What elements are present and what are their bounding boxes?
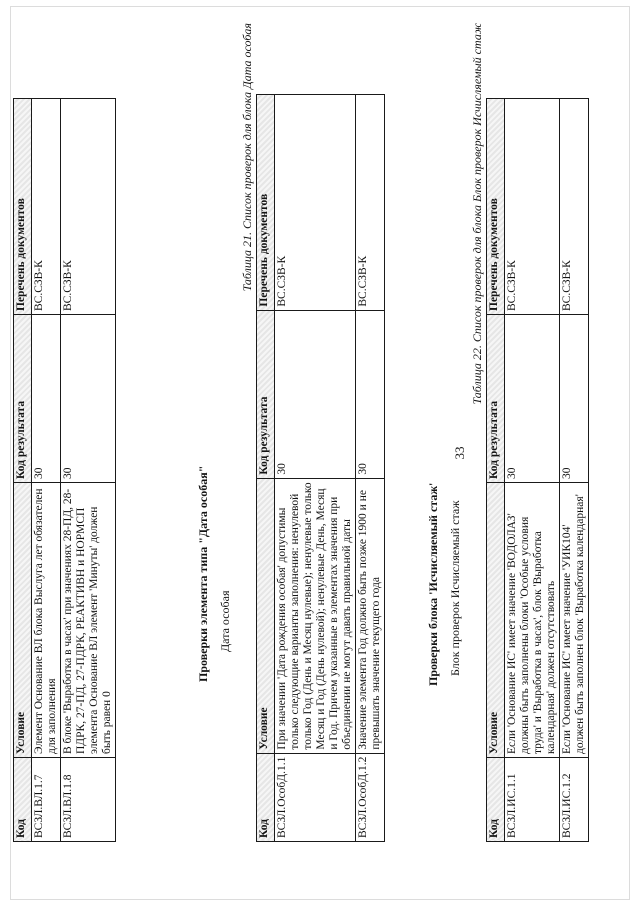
table-date-special [256, 94, 385, 842]
header-documents: Перечень документов [487, 99, 505, 315]
cell-code: ВСЗЛ.ИС.1.2 [560, 758, 589, 842]
table-row [560, 99, 589, 842]
table-row [356, 94, 385, 841]
table-header-row [14, 99, 32, 842]
section-subheading-calc: Блок проверок Исчисляемый стаж [448, 500, 462, 676]
header-result-code: Код результата [14, 315, 32, 483]
cell-result: 30 [505, 315, 560, 483]
header-condition: Условие [487, 483, 505, 758]
table-row [61, 99, 116, 842]
section-heading-date: Проверки элемента типа "Дата особая" [196, 465, 210, 682]
header-code: Код [14, 758, 32, 842]
table-row [505, 99, 560, 842]
header-condition: Условие [257, 478, 275, 753]
cell-result: 30 [32, 315, 61, 483]
table-top [13, 98, 116, 842]
header-condition: Условие [14, 483, 32, 758]
header-result-code: Код результата [487, 315, 505, 483]
table-calc-experience [486, 98, 589, 842]
header-documents: Перечень документов [257, 94, 275, 310]
cell-condition: Если 'Основание ИС' имеет значение 'УИК104' должен быть заполнен блок 'Выработка календарная' [560, 483, 589, 758]
cell-docs: ВС.СЗВ-К [275, 94, 356, 310]
header-code: Код [257, 753, 275, 841]
table-caption-21: Таблица 21. Список проверок для блока Дата особая [240, 23, 254, 292]
section-heading-calc: Проверки блока 'Исчисляемый стаж' [426, 482, 440, 686]
cell-code: ВСЗЛ.ОсобД.1.2 [356, 753, 385, 841]
cell-condition: При значении 'Дата рождения особая' допустимы только следующие варианты заполнения: ненулевой только Год (День и Месяц нулевые); ненулевые только Месяц и Год (День нулевой); ненулевые День, Месяц и Год. Причем указанные в элементах значения при объединении не могут давать правильной даты [275, 478, 356, 753]
cell-code: ВСЗЛ.ИС.1.1 [505, 758, 560, 842]
cell-code: ВСЗЛ.ОсобД.1.1 [275, 753, 356, 841]
header-code: Код [487, 758, 505, 842]
page-number: 33 [452, 446, 467, 460]
rotated-page [8, 8, 634, 898]
table-header-row [487, 99, 505, 842]
header-documents: Перечень документов [14, 99, 32, 315]
cell-docs: ВС.СЗВ-К [560, 99, 589, 315]
cell-result: 30 [61, 315, 116, 483]
table-caption-22: Таблица 22. Список проверок для блока Блок проверок Исчисляемый стаж [470, 23, 484, 405]
cell-condition: Элемент Основание ВЛ блока Выслуга лет обязателен для заполнения [32, 483, 61, 758]
header-result-code: Код результата [257, 310, 275, 478]
cell-condition: В блоке 'Выработка в часах' при значениях 28-ПД, 28-ПДРК, 27-ПД, 27-ПДРК, РЕАКТИВН и НОРМСП элемента Основание ВЛ элемент 'Минуты' должен быть равен 0 [61, 483, 116, 758]
cell-result: 30 [356, 310, 385, 478]
table-row [275, 94, 356, 841]
table-header-row [257, 94, 275, 841]
section-subheading-date: Дата особая [218, 590, 232, 652]
cell-code: ВСЗЛ.ВЛ.1.7 [32, 758, 61, 842]
cell-result: 30 [275, 310, 356, 478]
cell-docs: ВС.СЗВ-К [505, 99, 560, 315]
cell-condition: Если 'Основание ИС' имеет значение 'ВОДОЛАЗ' должны быть заполнены блоки 'Особые условия труда' и 'Выработка в часах', блок 'Выработка календарная' должен отсутствовать [505, 483, 560, 758]
cell-condition: Значение элемента Год должно быть позже 1900 и не превышать значение текущего года [356, 478, 385, 753]
cell-docs: ВС.СЗВ-К [61, 99, 116, 315]
cell-code: ВСЗЛ.ВЛ.1.8 [61, 758, 116, 842]
cell-result: 30 [560, 315, 589, 483]
cell-docs: ВС.СЗВ-К [32, 99, 61, 315]
cell-docs: ВС.СЗВ-К [356, 94, 385, 310]
table-row [32, 99, 61, 842]
